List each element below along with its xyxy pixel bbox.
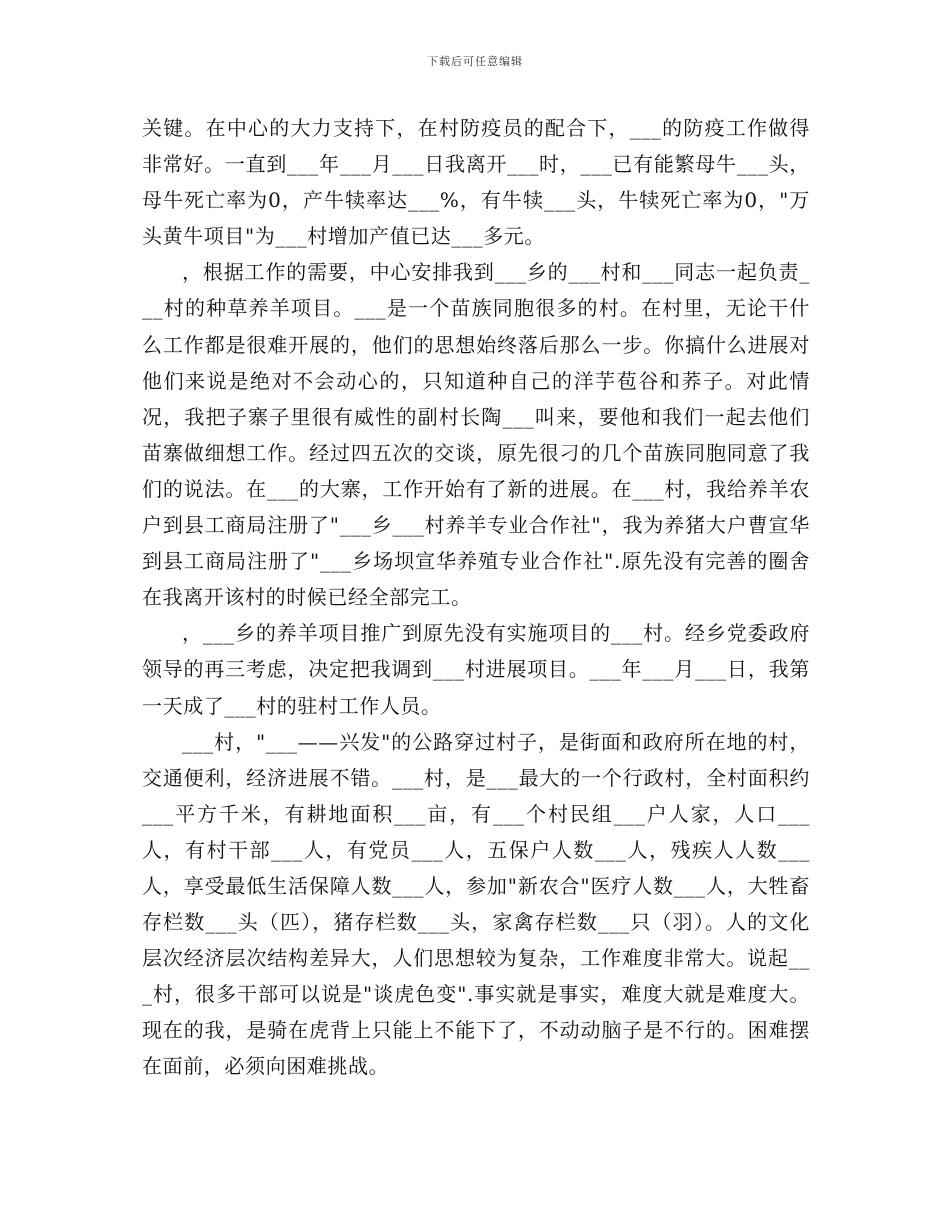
- paragraph-1: 关键。在中心的大力支持下，在村防疫员的配合下，___的防疫工作做得非常好。一直到___年___月___日我离开___时，___已有能繁母牛___头，母牛死亡率为0，产牛犊率达___%，有牛犊___头，牛犊死亡率为0，"万头黄牛项目"为___村增加产值已达___多元。: [142, 116, 810, 249]
- page-header: 下载后可任意编辑: [427, 55, 523, 68]
- paragraph-4: ___村，"___——兴发"的公路穿过村子，是街面和政府所在地的村，交通便利，经济进展不错。___村，是___最大的一个行政村，全村面积约___平方千米，有耕地面积___亩，有___个村民组___户人家，人口___人，有村干部___人，有党员___人，五保户人数___人，残疾人人数___人，享受最低生活保障人数___人，参加"新农合"医疗人数___人，大牲畜存栏数___头（匹），猪存栏数___头，家禽存栏数___只（羽）。人的文化层次经济层次结构差异大，人们思想较为复杂，工作难度非常大。说起___村，很多干部可以说是"谈虎色变".事实就是事实，难度大就是难度大。现在的我，是骑在虎背上只能上不能下了，不动动脑子是不行的。困难摆在面前，必须向困难挑战。: [142, 729, 810, 1079]
- paragraph-3: ，___乡的养羊项目推广到原先没有实施项目的___村。经乡党委政府领导的再三考虑，决定把我调到___村进展项目。___年___月___日，我第一天成了___村的驻村工作人员。: [142, 621, 810, 718]
- document-body: [142, 110, 810, 1085]
- paragraph-2: ，根据工作的需要，中心安排我到___乡的___村和___同志一起负责___村的种草养羊项目。___是一个苗族同胞很多的村。在村里，无论干什么工作都是很难开展的，他们的思想始终落后那么一步。你搞什么进展对他们来说是绝对不会动心的，只知道种自己的洋芋苞谷和荞子。对此情况，我把子寨子里很有威性的副村长陶___叫来，要他和我们一起去他们苗寨做细想工作。经过四五次的交谈，原先很刁的几个苗族同胞同意了我们的说法。在___的大寨，工作开始有了新的进展。在___村，我给养羊农户到县工商局注册了"___乡___村养羊专业合作社"，我为养猪大户曹宣华到县工商局注册了"___乡场坝宣华养殖专业合作社".原先没有完善的圈舍在我离开该村的时候已经全部完工。: [142, 260, 810, 610]
